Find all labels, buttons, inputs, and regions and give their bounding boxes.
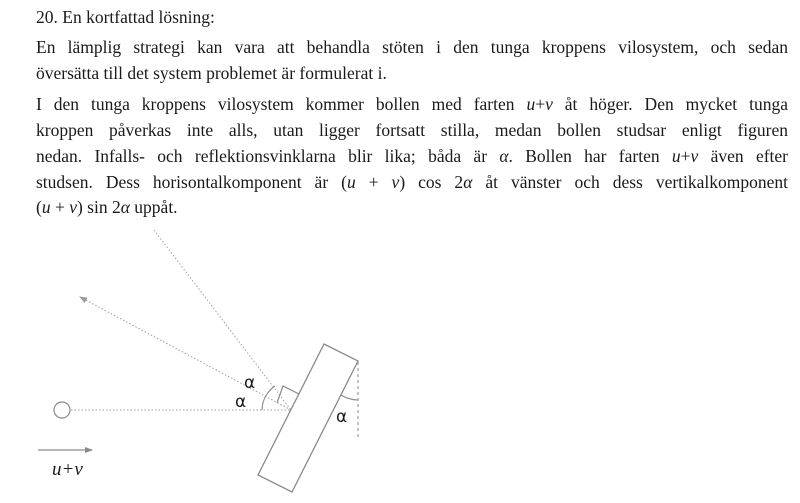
text-line: I den tunga kroppens vilosystem kommer bollen med farten u+v åt höger. Den mycket tunga (36, 94, 788, 115)
paragraph-explanation (36, 92, 788, 221)
text-line: kroppen påverkas inte alls, utan ligger fortsatt stilla, medan bollen studsar enligt figuren (36, 120, 788, 141)
angle-label-tilt: α (336, 407, 348, 427)
text-line: (u + v) sin 2α uppåt. (36, 197, 178, 218)
text-line: studsen. Dess horisontalkomponent är (u + v) cos 2α åt vänster och dess vertikalkomponent (36, 171, 789, 192)
tilt-angle-arc (341, 395, 358, 400)
ball (54, 402, 70, 418)
text-line: En lämplig strategi kan vara att behandla stöten i den tunga kroppens vilosystem, och sedan (36, 37, 788, 57)
paragraph-strategy (36, 35, 788, 86)
reflection-angle-arc (267, 386, 275, 394)
collision-diagram (0, 220, 800, 503)
text-line: nedan. Infalls- och reflektionsvinklarna blir lika; båda är α. Bollen har farten u+v även efter (36, 145, 788, 166)
text-line: översätta till det system problemet är formulerat i. (36, 62, 387, 83)
velocity-label: u+v (52, 459, 83, 480)
reflected-path (80, 297, 291, 410)
normal-line (154, 230, 291, 410)
solution-heading: 20. En kortfattad lösning: (36, 7, 215, 27)
angle-label-incidence: α (235, 392, 247, 412)
solution-document (36, 4, 788, 227)
angle-label-reflection: α (244, 373, 256, 393)
